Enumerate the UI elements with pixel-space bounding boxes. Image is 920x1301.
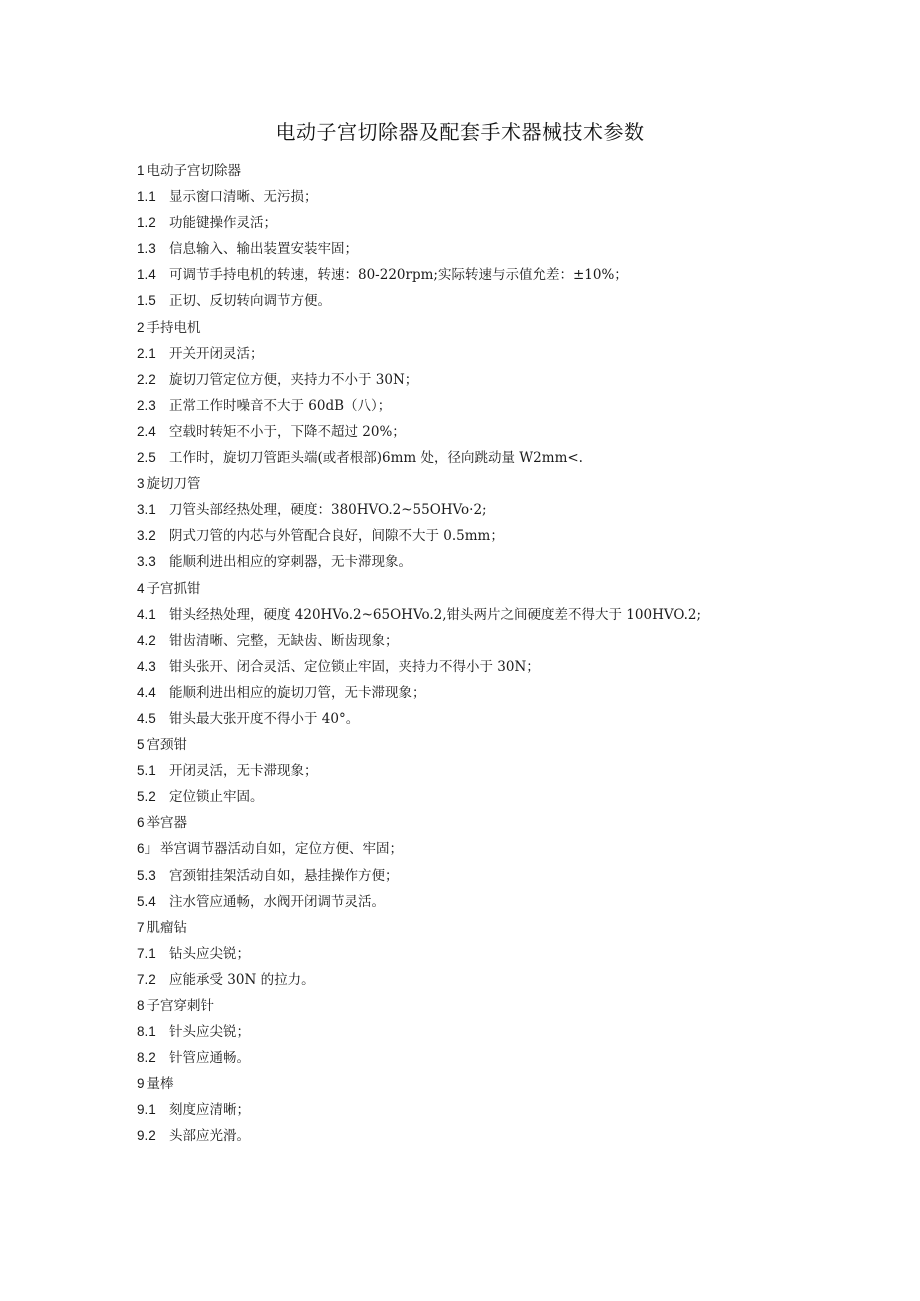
clause-text: 头部应光滑。 (169, 1128, 250, 1145)
clause-text: 能顺利进出相应的旋切刀管，无卡滞现象； (169, 684, 426, 701)
clause-text: 正切、反切转向调节方便。 (169, 293, 331, 310)
section-heading (137, 471, 897, 497)
clause-number: 5 (137, 737, 145, 753)
clause-text: 功能键操作灵活； (169, 215, 277, 232)
clause-line (137, 262, 897, 288)
clause-text: 子宫抓钳 (146, 580, 201, 597)
clause-number: 4.4 (137, 684, 156, 700)
clause-text: 针头应尖锐； (169, 1024, 250, 1041)
clause-number: 4.5 (137, 710, 156, 726)
clause-line (137, 210, 897, 236)
clause-number: 5.3 (137, 867, 156, 883)
clause-line (137, 941, 897, 967)
section-heading (137, 836, 897, 862)
clause-text: 应能承受 30N 的拉力。 (169, 971, 315, 988)
clause-text: 旋切刀管 (146, 476, 201, 493)
clause-line (137, 1045, 897, 1071)
clause-number: 1.2 (137, 215, 156, 231)
clause-number: 2 (137, 319, 145, 335)
clause-number: 1.4 (137, 267, 156, 283)
clause-line (137, 602, 897, 628)
clause-text: 工作时，旋切刀管距头端(或者根部)6mm 处，径向跳动量 W2mm<. (169, 450, 583, 467)
clause-line (137, 784, 897, 810)
clause-text: 信息输入、输出装置安装牢固； (169, 241, 358, 258)
section-heading (137, 915, 897, 941)
clause-number: 3 (137, 476, 145, 492)
clause-line (137, 706, 897, 732)
clause-text: 钳头最大张开度不得小于 40°。 (169, 710, 360, 727)
clause-line (137, 680, 897, 706)
clause-text: 刀管头部经热处理，硬度：380HVO.2~55OHVo·2; (169, 502, 487, 519)
clause-text: 针管应通畅。 (169, 1050, 250, 1067)
clause-number: 4.3 (137, 658, 156, 674)
clause-text: 正常工作时噪音不大于 60dB（八）； (169, 397, 392, 414)
clause-number: 9 (137, 1076, 145, 1092)
clause-number: 7.2 (137, 971, 156, 987)
clause-text: 举宫调节器活动自如，定位方便、牢固； (160, 841, 404, 858)
clause-number: 1.5 (137, 293, 156, 309)
clause-number: 9.1 (137, 1102, 156, 1118)
clause-line (137, 236, 897, 262)
document-body (137, 158, 897, 1150)
section-heading (137, 1071, 897, 1097)
clause-text: 能顺利进出相应的穿刺器，无卡滞现象。 (169, 554, 412, 571)
clause-line (137, 367, 897, 393)
clause-line (137, 184, 897, 210)
clause-text: 注水管应通畅，水阀开闭调节灵活。 (169, 893, 385, 910)
clause-line (137, 889, 897, 915)
clause-text: 宫颈钳 (146, 737, 188, 754)
clause-number: 4.1 (137, 606, 156, 622)
clause-text: 刻度应清晰； (169, 1102, 250, 1119)
clause-line (137, 393, 897, 419)
clause-line (137, 654, 897, 680)
clause-line (137, 1123, 897, 1149)
clause-line (137, 497, 897, 523)
clause-number: 2.3 (137, 397, 156, 413)
clause-number: 4 (137, 580, 145, 596)
clause-text: 显示窗口清晰、无污损； (169, 189, 318, 206)
clause-number: 2.4 (137, 423, 156, 439)
clause-number: 8.1 (137, 1024, 156, 1040)
clause-text: 钳齿清晰、完整，无缺齿、断齿现象； (169, 632, 399, 649)
clause-number: 1 (137, 163, 145, 178)
clause-text: 阴式刀管的内芯与外管配合良好，间隙不大于 0.5mm； (169, 528, 504, 545)
clause-text: 宫颈钳挂架活动自如，悬挂操作方便； (169, 867, 399, 884)
clause-text: 钳头张开、闭合灵活、定位锁止牢固，夹持力不得小于 30N； (169, 658, 540, 675)
clause-number: 3.1 (137, 502, 156, 518)
clause-number: 2.2 (137, 371, 156, 387)
clause-number: 3.3 (137, 554, 156, 570)
clause-line (137, 419, 897, 445)
clause-text: 手持电机 (146, 319, 201, 336)
clause-number: 2.5 (137, 450, 156, 466)
clause-number: 3.2 (137, 528, 156, 544)
clause-line (137, 758, 897, 784)
document-title: 电动子宫切除器及配套手术器械技术参数 (275, 120, 645, 144)
clause-number: 7.1 (137, 945, 156, 961)
section-heading (137, 158, 897, 184)
clause-number: 1.3 (137, 241, 156, 257)
clause-text: 电动子宫切除器 (146, 163, 242, 179)
clause-text: 钳头经热处理，硬度 420HVo.2~65OHVo.2,钳头两片之间硬度差不得大于 100HVO.2; (169, 606, 702, 623)
clause-text: 肌瘤钻 (146, 919, 188, 936)
section-heading (137, 993, 897, 1019)
clause-number: 5.1 (137, 763, 156, 779)
clause-line (137, 628, 897, 654)
clause-text: 空载时转矩不小于，下降不超过 20%； (169, 423, 406, 440)
clause-text: 可调节手持电机的转速，转速：80-220rpm;实际转速与示值允差：±10%； (169, 267, 628, 284)
section-heading (137, 810, 897, 836)
clause-line (137, 1097, 897, 1123)
clause-text: 旋切刀管定位方便，夹持力不小于 30N； (169, 371, 419, 388)
clause-number: 8 (137, 998, 145, 1013)
clause-line (137, 863, 897, 889)
clause-number: 2.1 (137, 345, 156, 361)
clause-line (137, 549, 897, 575)
clause-number: 5.4 (137, 893, 156, 909)
clause-text: 量棒 (146, 1076, 174, 1093)
clause-text: 子宫穿刺针 (146, 998, 215, 1014)
section-heading (137, 732, 897, 758)
clause-line (137, 288, 897, 314)
clause-number: 4.2 (137, 632, 156, 648)
clause-number: 5.2 (137, 789, 156, 805)
clause-number: 7 (137, 919, 145, 935)
clause-line (137, 967, 897, 993)
clause-number: 9.2 (137, 1128, 156, 1144)
clause-text: 钻头应尖锐； (169, 945, 250, 962)
section-heading (137, 576, 897, 602)
clause-text: 开关开闭灵活； (169, 345, 264, 362)
clause-number: 6」 (137, 841, 159, 857)
clause-text: 举宫器 (146, 815, 188, 832)
clause-text: 开闭灵活，无卡滞现象； (169, 763, 318, 780)
clause-line (137, 341, 897, 367)
clause-number: 1.1 (137, 189, 156, 205)
clause-number: 6 (137, 815, 145, 831)
clause-line (137, 1019, 897, 1045)
section-heading (137, 315, 897, 341)
clause-number: 8.2 (137, 1050, 156, 1066)
clause-text: 定位锁止牢固。 (169, 789, 264, 806)
clause-line (137, 445, 897, 471)
clause-line (137, 523, 897, 549)
